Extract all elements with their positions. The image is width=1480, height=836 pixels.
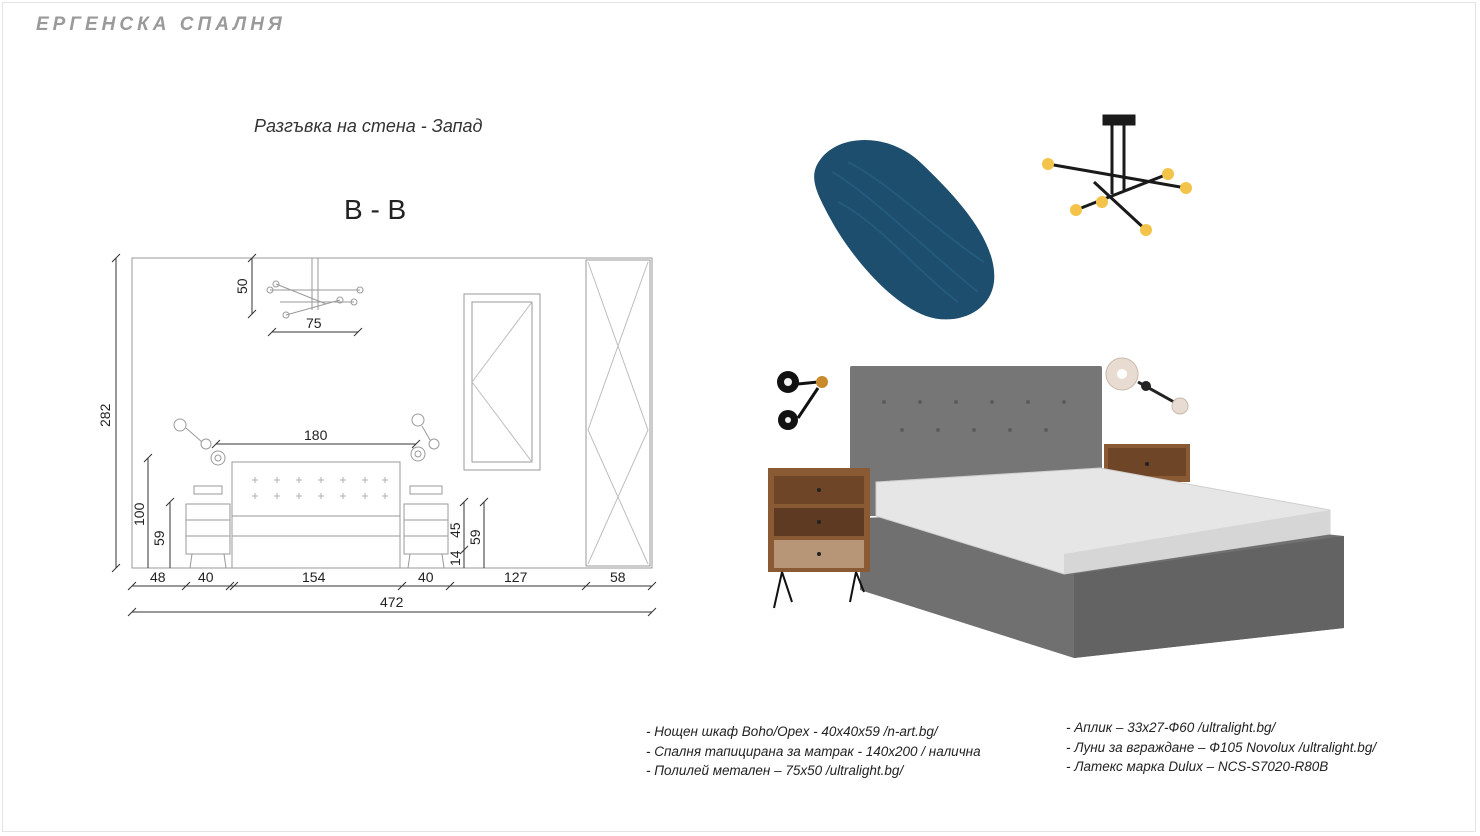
spec-list-right bbox=[1066, 718, 1376, 777]
bed-headboard-drawing bbox=[232, 462, 400, 568]
window-frame bbox=[464, 294, 540, 470]
nightstand-right-drawing bbox=[404, 486, 448, 568]
sconce-right-drawing bbox=[411, 414, 439, 461]
dim-table-height-right: 59 bbox=[467, 529, 483, 545]
slide-title: ЕРГЕНСКА СПАЛНЯ bbox=[36, 14, 286, 35]
dim-chandelier-width: 75 bbox=[306, 315, 322, 331]
dim-sconce-height: 100 bbox=[131, 502, 147, 526]
wall-outline bbox=[132, 258, 652, 568]
dim-headboard-width: 180 bbox=[304, 427, 328, 443]
spec-item: - Нощен шкаф Boho/Opex - 40x40x59 /n-art.bg/ bbox=[646, 722, 981, 742]
dim-table-body-height: 45 bbox=[447, 522, 463, 538]
spec-item: - Полилей метален – 75x50 /ultralight.bg/ bbox=[646, 761, 981, 781]
dim-table-height-left: 59 bbox=[151, 530, 167, 546]
dim-seg-2: 40 bbox=[198, 569, 214, 585]
dim-table-leg-height: 14 bbox=[447, 550, 463, 566]
bed-and-nightstands-image bbox=[764, 360, 1348, 660]
dim-seg-3: 154 bbox=[302, 569, 326, 585]
wall-elevation-drawing bbox=[90, 240, 670, 630]
spec-item: - Спалня тапицирана за матрак - 140x200 / налична bbox=[646, 742, 981, 762]
nightstand-left-drawing bbox=[186, 486, 230, 568]
spec-item: - Латекс марка Dulux – NCS-S7020-R80B bbox=[1066, 757, 1376, 777]
dim-wall-height: 282 bbox=[97, 403, 113, 427]
spec-list-left bbox=[646, 722, 981, 781]
chandelier-drawing bbox=[267, 258, 363, 318]
nightstand-left-image bbox=[768, 468, 870, 608]
dim-chandelier-height: 50 bbox=[234, 278, 250, 294]
chandelier-image bbox=[1036, 112, 1202, 242]
dim-seg-6: 58 bbox=[610, 569, 626, 585]
wardrobe bbox=[586, 260, 650, 566]
section-label: B - B bbox=[344, 194, 407, 225]
spec-item: - Аплик – 33x27-Ф60 /ultralight.bg/ bbox=[1066, 718, 1376, 738]
dim-seg-1: 48 bbox=[150, 569, 166, 585]
dim-seg-5: 127 bbox=[504, 569, 528, 585]
elevation-subtitle: Разгъвка на стена - Запад bbox=[254, 116, 483, 136]
dim-total-width: 472 bbox=[380, 594, 404, 610]
dim-seg-4: 40 bbox=[418, 569, 434, 585]
paint-swatch-image bbox=[808, 132, 1004, 326]
spec-item: - Луни за вграждане – Ф105 Novolux /ultralight.bg/ bbox=[1066, 738, 1376, 758]
